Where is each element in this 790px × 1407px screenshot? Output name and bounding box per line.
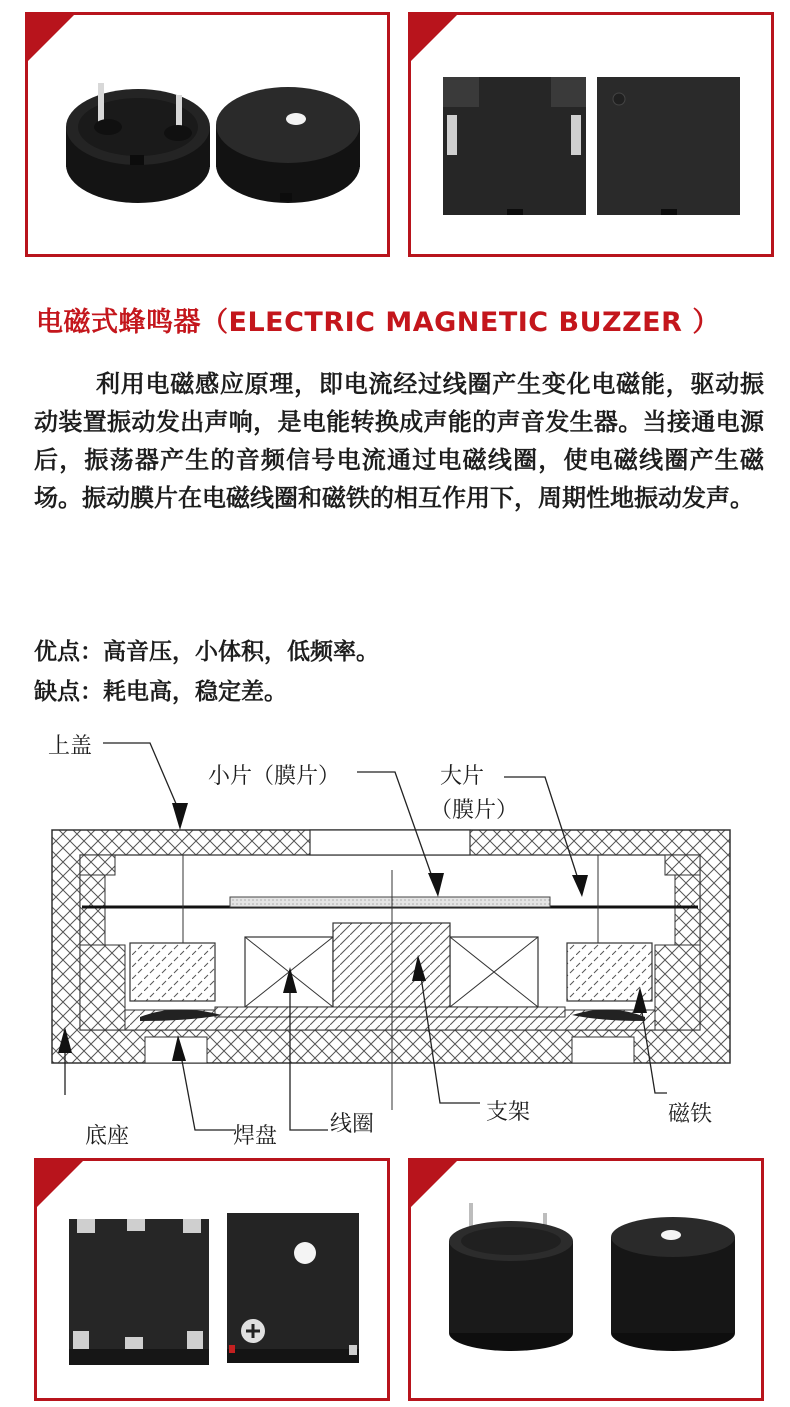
label-large-disc-sub: （膜片） <box>430 798 519 823</box>
section-heading: 电磁式蜂鸣器（ELECTRIC MAGNETIC BUZZER ） <box>36 307 720 338</box>
photo-cylinder-buzzers <box>408 1158 764 1401</box>
frame-corner <box>411 15 457 61</box>
photo-square-smd-buzzers-bottom <box>34 1158 390 1401</box>
label-bracket: 支架 <box>486 1100 531 1125</box>
advantages-line: 优点：高音压，小体积，低频率。 <box>34 639 379 665</box>
label-coil: 线圈 <box>330 1112 375 1137</box>
label-magnet: 磁铁 <box>668 1102 713 1127</box>
frame-corner <box>411 1161 457 1207</box>
label-solder-pad: 焊盘 <box>233 1124 278 1149</box>
label-large-disc: 大片 <box>440 764 485 789</box>
label-top-cover: 上盖 <box>48 734 93 759</box>
buzzer-structure-diagram <box>0 715 790 1155</box>
label-small-disc: 小片（膜片） <box>208 764 341 789</box>
label-base: 底座 <box>85 1124 130 1149</box>
disadvantages-line: 缺点：耗电高，稳定差。 <box>34 679 287 705</box>
intro-paragraph: 利用电磁感应原理，即电流经过线圈产生变化电磁能，驱动振动装置振动发出声响，是电能转换成声能的声音发生器。当接通电源后，振荡器产生的音频信号电流通过电磁线圈，使电磁线圈产生磁场。振动膜片在电磁线圈和磁铁的相互作用下，周期性地振动发声。 <box>34 370 764 512</box>
frame-corner <box>37 1161 83 1207</box>
photo-round-buzzers-pins <box>25 12 390 257</box>
photo-square-smd-buzzers <box>408 12 774 257</box>
cross-section-drawing <box>0 715 790 1155</box>
frame-corner <box>28 15 74 61</box>
